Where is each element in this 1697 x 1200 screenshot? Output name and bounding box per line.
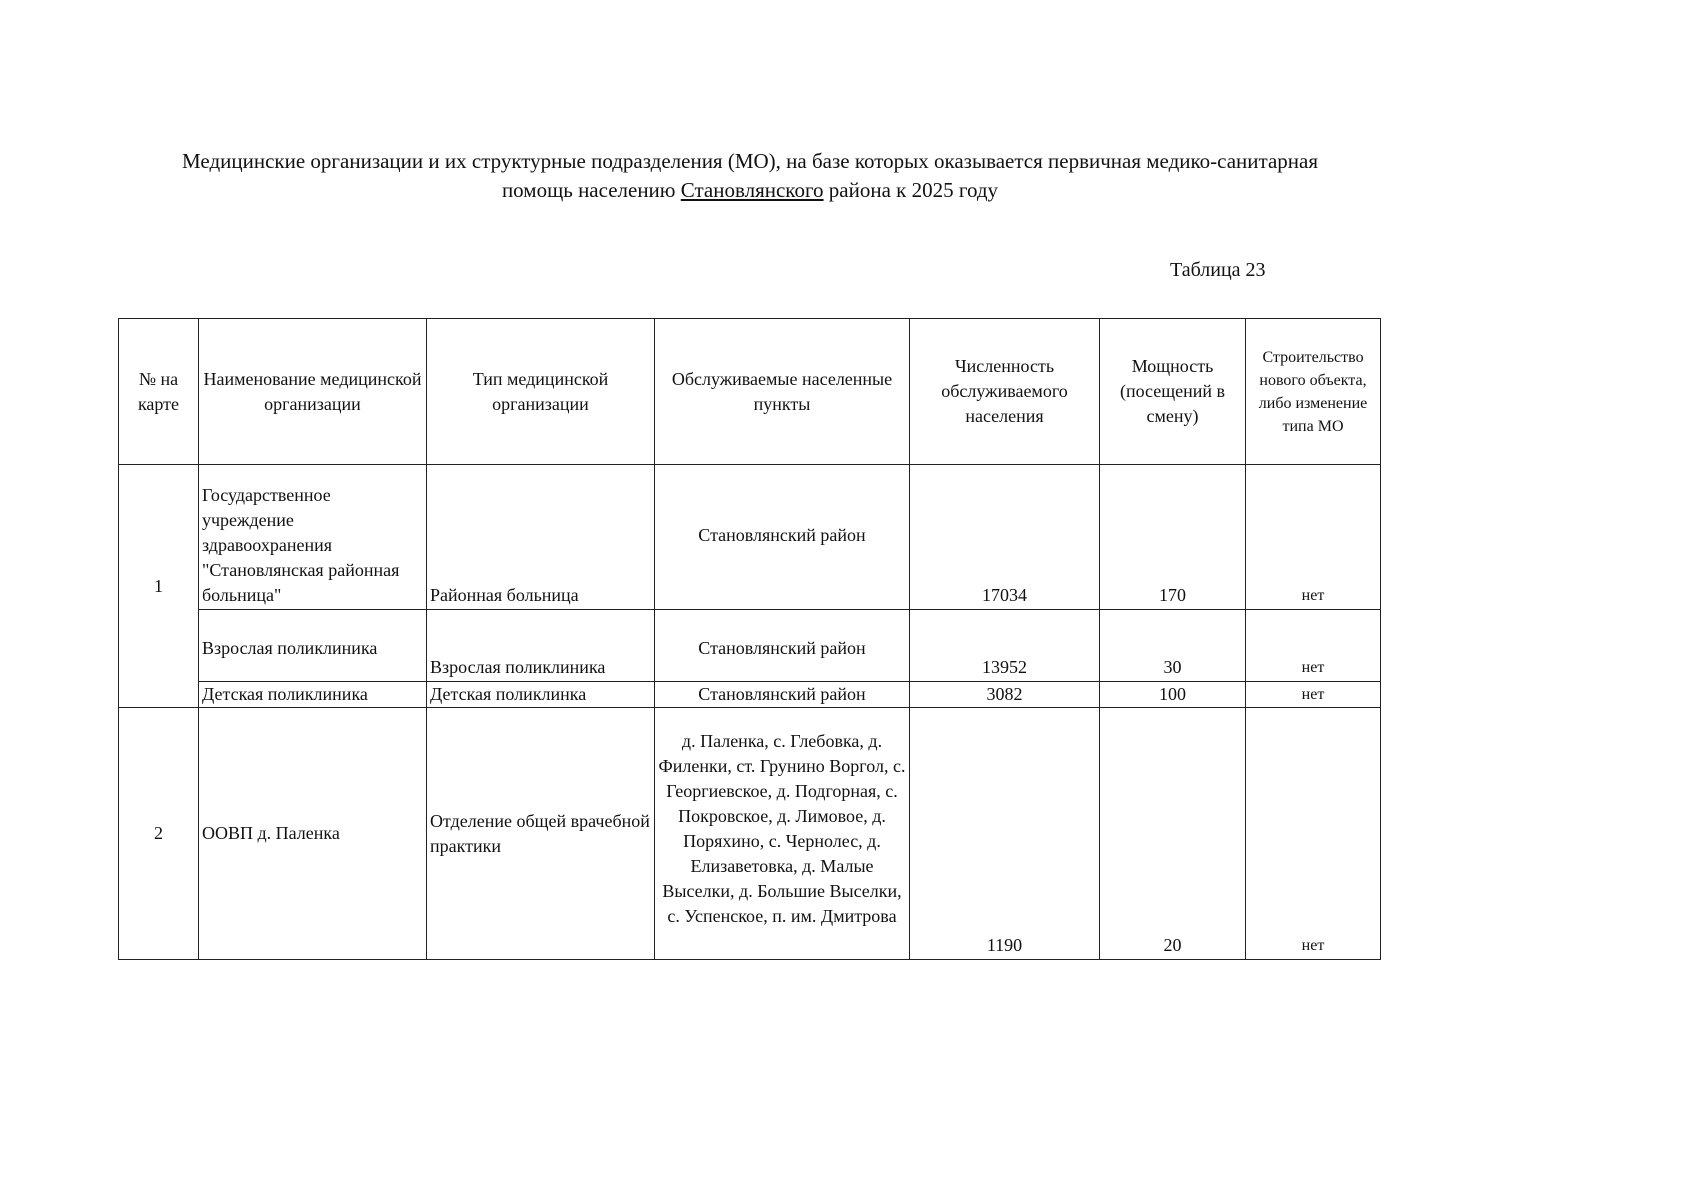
header-settlements: Обслуживаемые населенные пункты bbox=[655, 319, 910, 465]
header-org-name: Наименование медицинской организации bbox=[199, 319, 427, 465]
cell-population: 1190 bbox=[910, 708, 1100, 960]
cell-settlements: Становлянский район bbox=[655, 465, 910, 610]
header-construction: Строительство нового объекта, либо изменение типа МО bbox=[1246, 319, 1381, 465]
cell-population: 17034 bbox=[910, 465, 1100, 610]
table-row bbox=[119, 708, 1381, 960]
header-map-no: № на карте bbox=[119, 319, 199, 465]
cell-construction: нет bbox=[1246, 465, 1381, 610]
cell-capacity: 170 bbox=[1100, 465, 1246, 610]
cell-settlements: Становлянский район bbox=[655, 610, 910, 682]
cell-capacity: 30 bbox=[1100, 610, 1246, 682]
cell-capacity: 20 bbox=[1100, 708, 1246, 960]
cell-org-type: Отделение общей врачебной практики bbox=[427, 708, 655, 960]
header-capacity: Мощность (посещений в смену) bbox=[1100, 319, 1246, 465]
header-population: Численность обслуживаемого населения bbox=[910, 319, 1100, 465]
table-number-label: Таблица 23 bbox=[1170, 259, 1266, 281]
table-row bbox=[119, 682, 1381, 708]
cell-population: 3082 bbox=[910, 682, 1100, 708]
cell-org-name: Детская поликлиника bbox=[199, 682, 427, 708]
cell-org-name: Взрослая поликлиника bbox=[199, 610, 427, 682]
cell-construction: нет bbox=[1246, 708, 1381, 960]
table-header-row bbox=[119, 319, 1381, 465]
title-line-2-suffix: района к 2025 году bbox=[823, 178, 999, 202]
cell-org-type: Районная больница bbox=[427, 465, 655, 610]
cell-org-name: Государственное учреждение здравоохранения "Становлянская районная больница" bbox=[199, 465, 427, 610]
header-org-type: Тип медицинской организации bbox=[427, 319, 655, 465]
cell-map-no: 2 bbox=[119, 708, 199, 960]
cell-org-name: ООВП д. Паленка bbox=[199, 708, 427, 960]
cell-org-type: Взрослая поликлиника bbox=[427, 610, 655, 682]
cell-population: 13952 bbox=[910, 610, 1100, 682]
document-title bbox=[0, 147, 1500, 205]
cell-settlements: д. Паленка, с. Глебовка, д. Филенки, ст. Грунино Воргол, с. Георгиевское, д. Подгорная, с. Покровское, д. Лимовое, д. Поряхино, с. Чернолес, д. Елизаветовка, д. Малые Выселки, д. Большие Выселки, с. Успенское, п. им. Дмитрова bbox=[655, 708, 910, 960]
cell-org-type: Детская поликлинка bbox=[427, 682, 655, 708]
title-line-2-district: Становлянского bbox=[680, 178, 824, 202]
cell-capacity: 100 bbox=[1100, 682, 1246, 708]
medical-organizations-table bbox=[118, 318, 1381, 960]
cell-construction: нет bbox=[1246, 610, 1381, 682]
title-line-2-prefix: помощь населению bbox=[501, 178, 681, 202]
cell-map-no: 1 bbox=[119, 465, 199, 708]
title-line-1: Медицинские организации и их структурные подразделения (МО), на базе которых оказывается первичная медико-санитарная bbox=[182, 149, 1318, 173]
cell-settlements: Становлянский район bbox=[655, 682, 910, 708]
cell-construction: нет bbox=[1246, 682, 1381, 708]
table-row bbox=[119, 465, 1381, 610]
table-row bbox=[119, 610, 1381, 682]
title-line-2 bbox=[0, 176, 1500, 205]
